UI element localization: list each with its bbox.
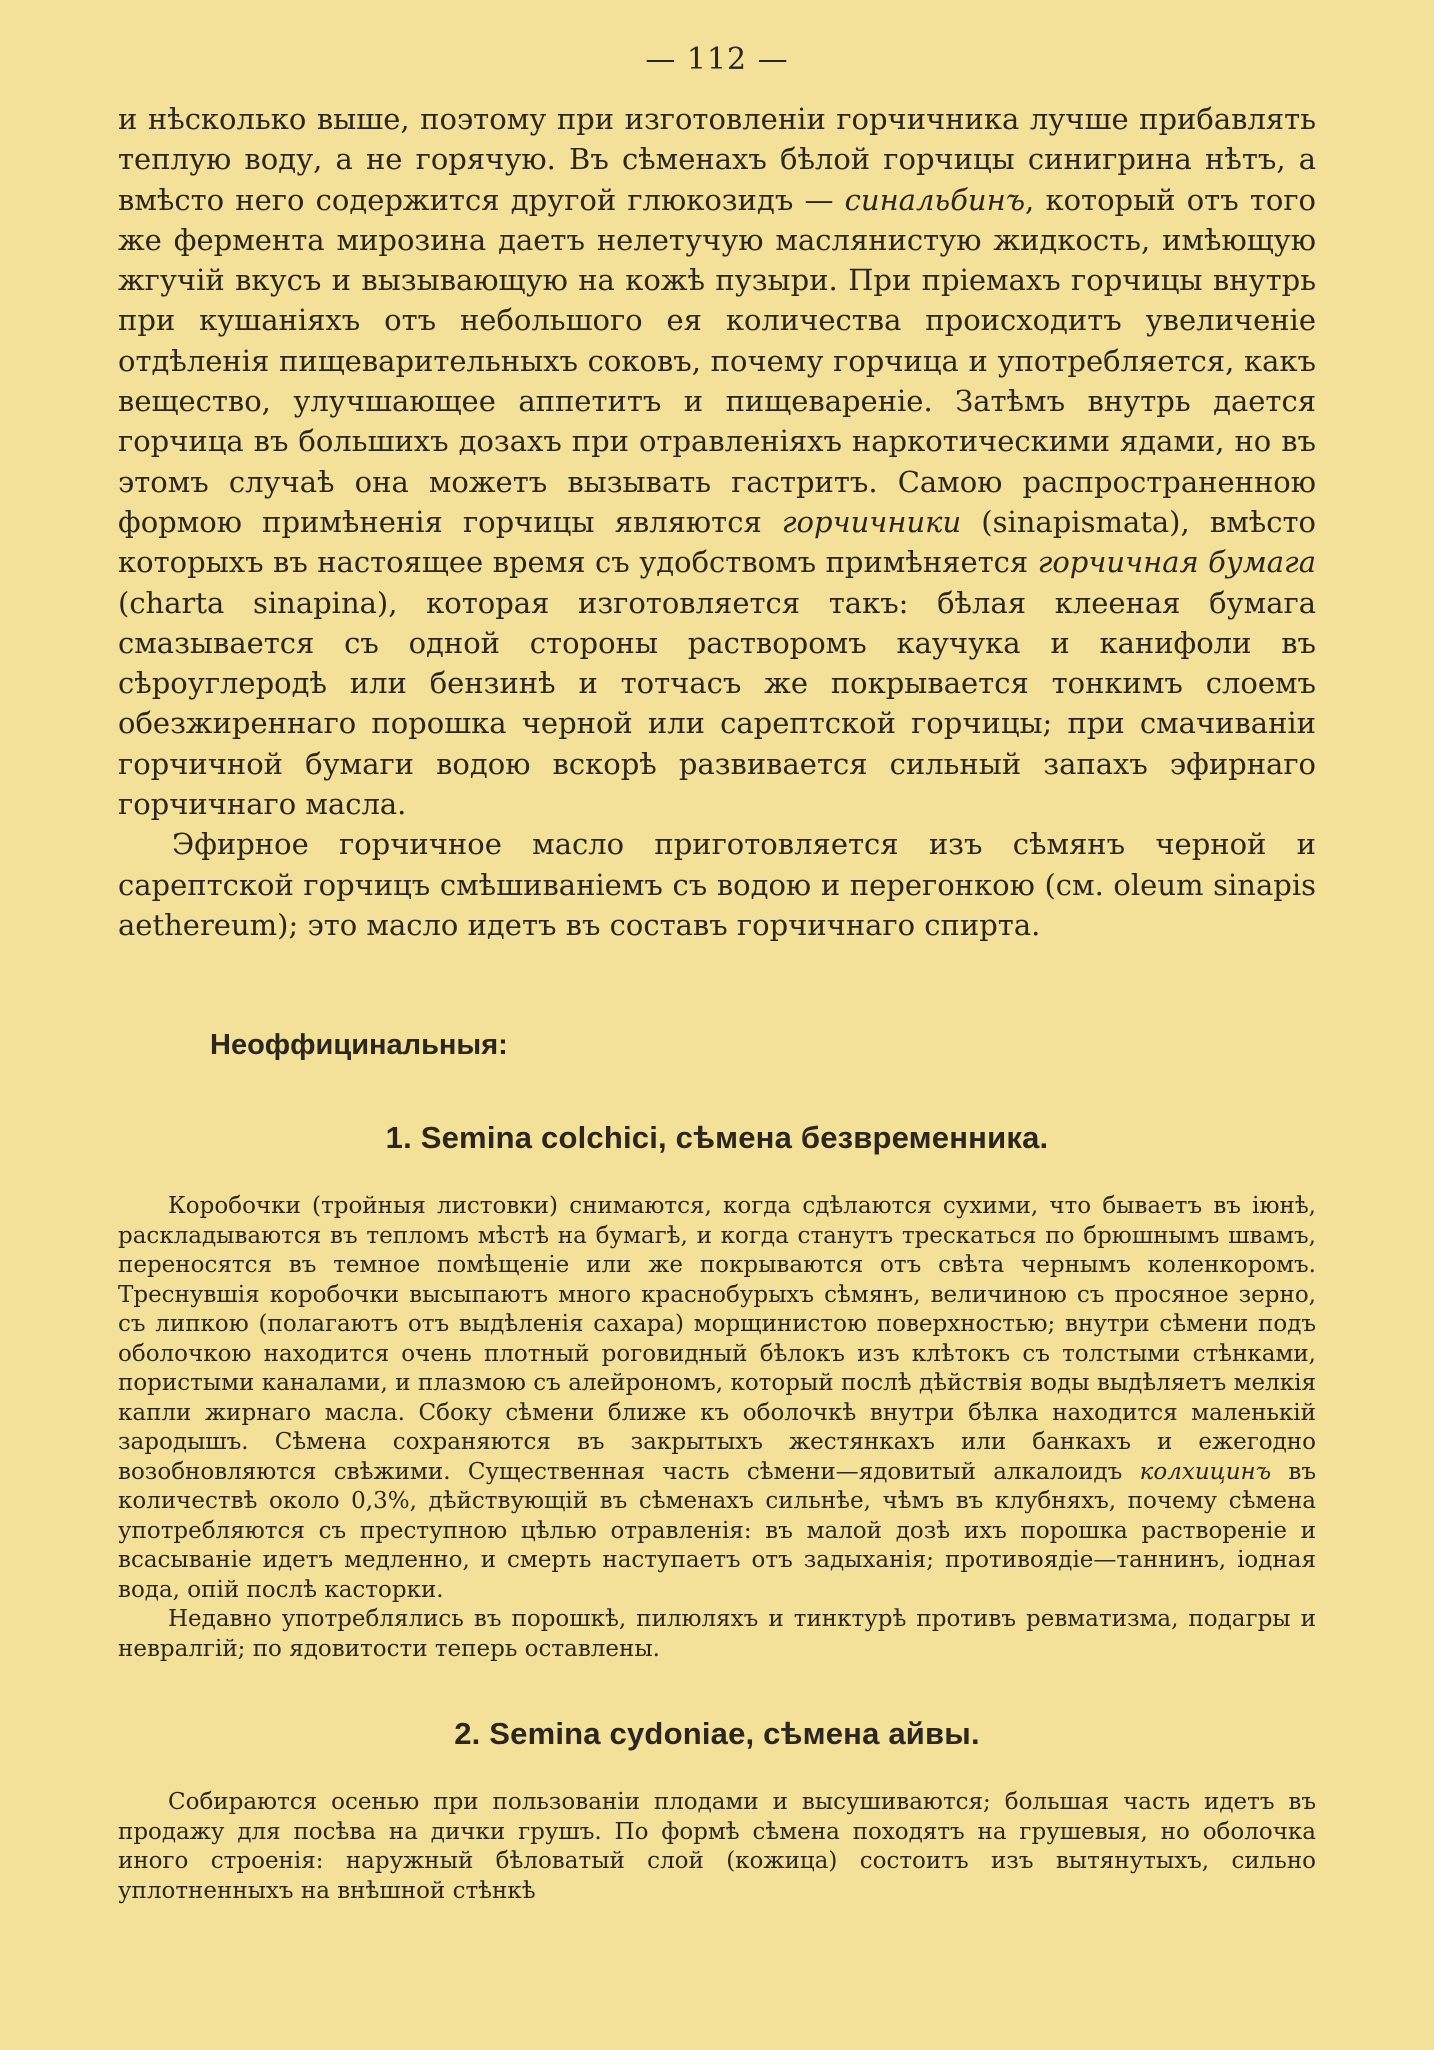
- intro-paragraph-2: Эфирное горчичное масло приготовляется изъ сѣмянъ черной и сарептской горчицъ смѣшиваніемъ съ водою и перегонкою (см. oleum sinapis aethereum); это масло идетъ въ составъ горчичнаго спирта.: [118, 827, 1316, 942]
- section-paragraph: [118, 1192, 1316, 1605]
- section-title-colchici: 1. Semina colchici, сѣмена безвременника.: [385, 1120, 1049, 1156]
- text-run: и нѣсколько выше, поэтому при изготовленіи горчичника лучше прибавлять теплую воду, а не горячую. Въ сѣменахъ бѣлой горчицы синигрина нѣтъ, а вмѣсто него содержится другой глюкозидъ —: [118, 102, 1316, 217]
- page-number: — 112 —: [645, 42, 789, 77]
- italic-term: горчичники: [781, 504, 962, 539]
- section-title-cydoniae: 2. Semina cydoniae, сѣмена айвы.: [454, 1716, 980, 1752]
- text-run: (charta sinapina), которая изготовляется такъ: бѣлая клееная бумага смазывается съ одной стороны растворомъ каучука и канифоли въ сѣроуглеродѣ или бензинѣ и тотчасъ же покрывается тонкимъ слоемъ обезжиреннаго порошка черной или сарептской горчицы; при смачиваніи горчичной бумаги водою вскорѣ развивается сильный запахъ эфирнаго горчичнаго масла.: [118, 585, 1316, 822]
- document-page: [118, 42, 1316, 1906]
- section-body-cydoniae: [118, 1788, 1316, 1906]
- italic-term: горчичная бумага: [1037, 545, 1316, 580]
- section-body-colchici: [118, 1192, 1316, 1664]
- section-paragraph-2: Недавно употреблялись въ порошкѣ, пилюляхъ и тинктурѣ противъ ревматизма, подагры и невралгій; по ядовитости теперь оставлены.: [118, 1606, 1316, 1662]
- text-run: Коробочки (тройныя листовки) снимаются, когда сдѣлаются сухими, что бываетъ въ іюнѣ, раскладываются въ тепломъ мѣстѣ на бумагѣ, и когда станутъ трескаться по брюшнымъ швамъ, переносятся въ темное помѣщеніе или же покрываются отъ свѣта чернымъ коленкоромъ. Треснувшія коробочки высыпаютъ много краснобурыхъ сѣмянъ, величиною съ просяное зерно, съ липкою (полагаютъ отъ выдѣленія сахара) морщинистою поверхностью; внутри сѣмени подъ оболочкою находится очень плотный роговидный бѣлокъ изъ клѣтокъ съ толстыми стѣнками, пористыми каналами, и плазмою съ алейрономъ, который послѣ дѣйствія воды выдѣляетъ мелкія капли жирнаго масла. Сбоку сѣмени ближе къ оболочкѣ внутри бѣлка находится маленькій зародышъ. Сѣмена сохраняются въ закрытыхъ жестянкахъ или банкахъ и ежегодно возобновляются свѣжими. Существенная часть сѣмени—ядовитый алкалоидъ: [118, 1193, 1316, 1485]
- intro-paragraph: [118, 99, 1316, 824]
- text-run: въ количествѣ около 0,3%, дѣйствующій въ сѣменахъ сильнѣе, чѣмъ въ клубняхъ, почему сѣмена употребляются съ преступною цѣлью отравленія: въ малой дозѣ ихъ порошка раствореніе и всасываніе идетъ медленно, и смерть наступаетъ отъ задыханія; противоядіе—таннинъ, іодная вода, опій послѣ касторки.: [118, 1458, 1316, 1603]
- group-heading: Неоффицинальныя:: [210, 1029, 508, 1062]
- text-run: (sinapismata), вмѣсто которыхъ въ настоящее время съ удобствомъ примѣняется: [118, 504, 1316, 580]
- italic-term: синальбинъ: [844, 182, 1026, 217]
- section-paragraph: Собираются осенью при пользованіи плодами и высушиваются; большая часть идетъ въ продажу для посѣва на дички грушъ. По формѣ сѣмена походятъ на грушевыя, но оболочка иного строенія: наружный бѣловатый слой (кожица) состоитъ изъ вытянутыхъ, сильно уплотненныхъ на внѣшной стѣнкѣ: [118, 1789, 1316, 1904]
- text-run: , который отъ того же фермента мирозина даетъ нелетучую маслянистую жидкость, имѣющую жгучій вкусъ и вызывающую на кожѣ пузыри. При пріемахъ горчицы внутрь при кушаніяхъ отъ небольшого ея количества происходитъ увеличеніе отдѣленія пищеварительныхъ соковъ, почему горчица и употребляется, какъ вещество, улучшающее аппетитъ и пищевареніе. Затѣмъ внутрь дается горчица въ большихъ дозахъ при отравленіяхъ наркотическими ядами, но въ этомъ случаѣ она можетъ вызывать гастритъ. Самою распространенною формою примѣненія горчицы являются: [118, 182, 1316, 539]
- italic-term: колхицинъ: [1139, 1458, 1272, 1485]
